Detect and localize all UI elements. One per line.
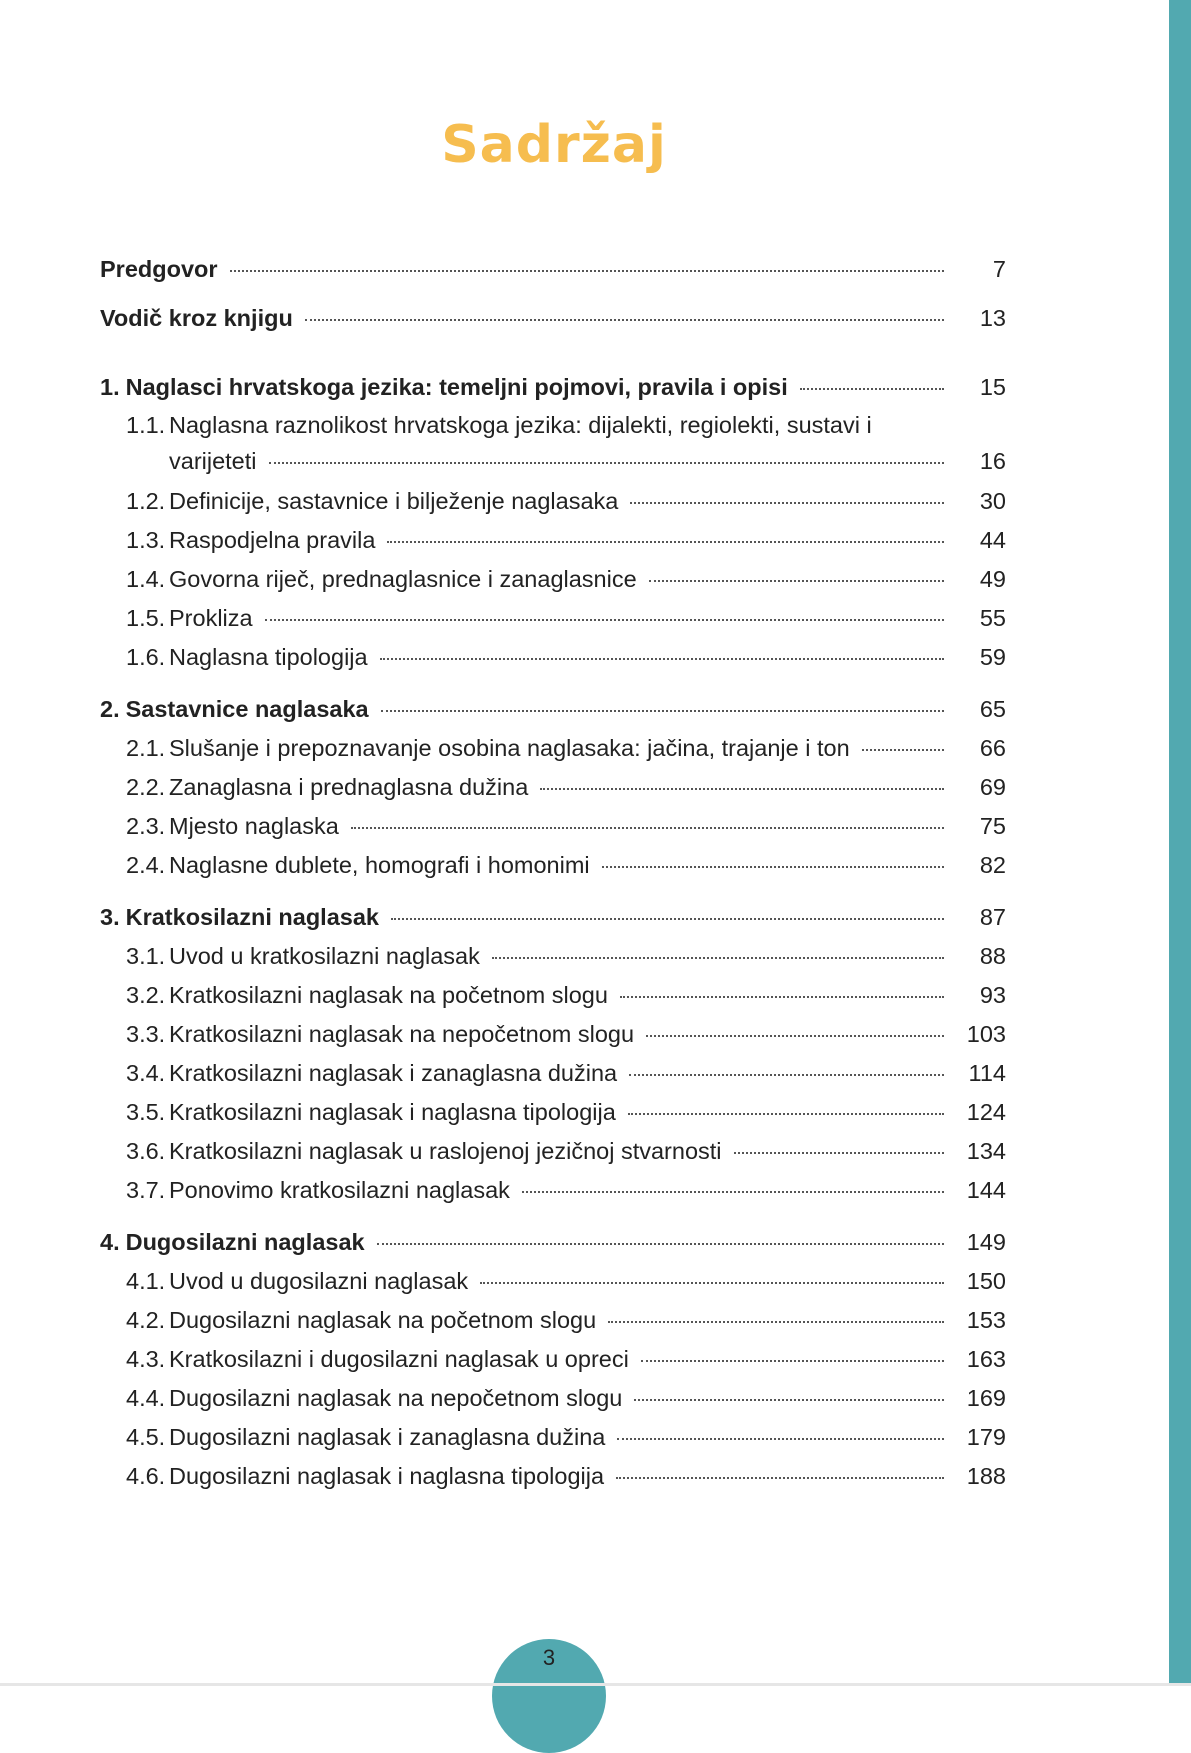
section-number: 1.2. [126, 488, 166, 514]
chapter-label: Naglasci hrvatskoga jezika: temeljni pojmovi, pravila i opisi [125, 374, 788, 400]
section-number: 4.5. [126, 1424, 166, 1450]
section-page: 75 [979, 813, 1006, 839]
toc-section-3-2[interactable] [100, 976, 1006, 1015]
toc-section-3-3[interactable] [100, 1015, 1006, 1054]
dot-leader [492, 957, 944, 959]
section-number: 1.6. [126, 644, 166, 670]
section-label: Uvod u kratkosilazni naglasak [169, 943, 480, 969]
toc-entry-label: Vodič kroz knjigu [100, 305, 293, 331]
dot-leader [269, 462, 944, 464]
section-number: 4.2. [126, 1307, 166, 1333]
chapter-page: 15 [979, 374, 1006, 400]
toc-entry-label: Predgovor [100, 256, 218, 282]
toc-section-1-4[interactable] [100, 560, 1006, 599]
section-number: 1.4. [126, 566, 166, 592]
dot-leader [265, 619, 944, 621]
dot-leader [620, 996, 944, 998]
section-label: Naglasne dublete, homografi i homonimi [169, 852, 590, 878]
dot-leader [862, 749, 944, 751]
toc-section-1-3[interactable] [100, 521, 1006, 560]
section-page: 30 [979, 488, 1006, 514]
section-page: 66 [979, 735, 1006, 761]
section-label: Zanaglasna i prednaglasna dužina [169, 774, 529, 800]
toc-chapter-1[interactable] [100, 368, 1006, 407]
dot-leader [377, 1243, 944, 1245]
section-number: 4.6. [126, 1463, 166, 1489]
section-label: Dugosilazni naglasak i zanaglasna dužina [169, 1424, 606, 1450]
section-number: 3.5. [126, 1099, 166, 1125]
chapter-label: Sastavnice naglasaka [125, 696, 369, 722]
toc-section-4-4[interactable] [100, 1379, 1006, 1418]
section-number: 4.3. [126, 1346, 166, 1372]
chapter-label: Dugosilazni naglasak [125, 1229, 365, 1255]
chapter-number: 2. [100, 696, 120, 722]
section-page: 179 [966, 1424, 1006, 1450]
dot-leader [628, 1113, 944, 1115]
section-page: 188 [966, 1463, 1006, 1489]
section-page: 69 [979, 774, 1006, 800]
chapter-page: 65 [979, 696, 1006, 722]
section-page: 153 [966, 1307, 1006, 1333]
section-label: Kratkosilazni i dugosilazni naglasak u opreci [169, 1346, 629, 1372]
section-label: Naglasna raznolikost hrvatskoga jezika: dijalekti, regiolekti, sustavi i [169, 412, 872, 438]
toc-entry-page: 13 [979, 305, 1006, 331]
dot-leader [646, 1035, 944, 1037]
side-accent-bar [1169, 0, 1191, 1683]
toc-chapter-3[interactable] [100, 898, 1006, 937]
section-page: 88 [979, 943, 1006, 969]
dot-leader [522, 1191, 944, 1193]
section-number: 1.5. [126, 605, 166, 631]
toc-section-3-4[interactable] [100, 1054, 1006, 1093]
dot-leader [602, 866, 944, 868]
dot-leader [630, 502, 944, 504]
section-number: 1.3. [126, 527, 166, 553]
section-number: 3.6. [126, 1138, 166, 1164]
toc-section-4-3[interactable] [100, 1340, 1006, 1379]
chapter-number: 1. [100, 374, 120, 400]
section-label: Dugosilazni naglasak na nepočetnom slogu [169, 1385, 623, 1411]
section-number: 4.1. [126, 1268, 166, 1294]
section-number: 3.3. [126, 1021, 166, 1047]
toc-section-3-1[interactable] [100, 937, 1006, 976]
section-page: 93 [979, 982, 1006, 1008]
dot-leader [608, 1321, 944, 1323]
chapter-number: 4. [100, 1229, 120, 1255]
section-page: 163 [966, 1346, 1006, 1372]
section-page: 49 [979, 566, 1006, 592]
section-label: Ponovimo kratkosilazni naglasak [169, 1177, 510, 1203]
toc-section-3-6[interactable] [100, 1132, 1006, 1171]
section-number: 2.4. [126, 852, 166, 878]
toc-section-1-2[interactable] [100, 482, 1006, 521]
section-label: Dugosilazni naglasak na početnom slogu [169, 1307, 597, 1333]
chapter-page: 149 [966, 1229, 1006, 1255]
section-label: Kratkosilazni naglasak i naglasna tipologija [169, 1099, 616, 1125]
section-page: 82 [979, 852, 1006, 878]
section-label: Kratkosilazni naglasak na nepočetnom slogu [169, 1021, 635, 1047]
dot-leader [616, 1477, 944, 1479]
chapter-label: Kratkosilazni naglasak [125, 904, 379, 930]
section-page: 169 [966, 1385, 1006, 1411]
dot-leader [381, 710, 944, 712]
dot-leader [641, 1360, 944, 1362]
toc-entry-page: 7 [992, 256, 1006, 282]
section-page: 150 [966, 1268, 1006, 1294]
dot-leader [617, 1438, 944, 1440]
section-number: 4.4. [126, 1385, 166, 1411]
dot-leader [391, 918, 944, 920]
dot-leader [305, 319, 944, 321]
dot-leader [480, 1282, 944, 1284]
section-label: Govorna riječ, prednaglasnice i zanaglasnice [169, 566, 637, 592]
toc-section-1-1[interactable] [100, 407, 1006, 479]
section-label: Kratkosilazni naglasak na početnom slogu [169, 982, 608, 1008]
dot-leader [649, 580, 944, 582]
toc-section-3-5[interactable] [100, 1093, 1006, 1132]
toc-entry-predgovor[interactable] [100, 250, 1006, 289]
section-label: Raspodjelna pravila [169, 527, 376, 553]
section-label: Uvod u dugosilazni naglasak [169, 1268, 469, 1294]
section-page: 44 [979, 527, 1006, 553]
toc-section-3-7[interactable] [100, 1171, 1006, 1210]
dot-leader [540, 788, 944, 790]
toc-chapter-4[interactable] [100, 1223, 1006, 1262]
chapter-page: 87 [979, 904, 1006, 930]
section-page: 59 [979, 644, 1006, 670]
section-number: 3.2. [126, 982, 166, 1008]
section-label: Slušanje i prepoznavanje osobina naglasaka: jačina, trajanje i ton [169, 735, 850, 761]
section-label: Prokliza [169, 605, 253, 631]
section-label: Mjesto naglaska [169, 813, 339, 839]
section-page: 134 [966, 1138, 1006, 1164]
section-number: 3.1. [126, 943, 166, 969]
section-page: 114 [968, 1060, 1006, 1086]
dot-leader [634, 1399, 944, 1401]
toc-section-4-2[interactable] [100, 1301, 1006, 1340]
section-label: Dugosilazni naglasak i naglasna tipologija [169, 1463, 605, 1489]
toc-section-2-3[interactable] [100, 807, 1006, 846]
toc-section-4-5[interactable] [100, 1418, 1006, 1457]
dot-leader [387, 541, 944, 543]
section-page: 144 [966, 1177, 1006, 1203]
page-number: 3 [542, 1645, 556, 1670]
section-number: 2.3. [126, 813, 166, 839]
toc-entry-vodic[interactable] [100, 299, 1006, 338]
toc-section-1-6[interactable] [100, 638, 1006, 677]
dot-leader [380, 658, 944, 660]
toc-section-4-6[interactable] [100, 1457, 1006, 1496]
dot-leader [734, 1152, 944, 1154]
toc-section-2-2[interactable] [100, 768, 1006, 807]
section-label: Kratkosilazni naglasak i zanaglasna dužina [169, 1060, 618, 1086]
section-page: 124 [966, 1099, 1006, 1125]
dot-leader [629, 1074, 944, 1076]
section-number: 3.4. [126, 1060, 166, 1086]
section-label: Naglasna tipologija [169, 644, 368, 670]
section-label: Definicije, sastavnice i bilježenje naglasaka [169, 488, 619, 514]
dot-leader [351, 827, 944, 829]
toc-section-4-1[interactable] [100, 1262, 1006, 1301]
page-title: Sadržaj [441, 114, 667, 175]
chapter-number: 3. [100, 904, 120, 930]
section-number: 3.7. [126, 1177, 166, 1203]
toc-chapter-2[interactable] [100, 690, 1006, 729]
toc-section-2-4[interactable] [100, 846, 1006, 885]
section-page: 16 [979, 448, 1006, 474]
toc-section-2-1[interactable] [100, 729, 1006, 768]
dot-leader [230, 270, 944, 272]
section-label-continued: varijeteti [169, 448, 257, 474]
section-page: 103 [966, 1021, 1006, 1047]
section-number: 2.1. [126, 735, 166, 761]
table-of-contents [100, 250, 1006, 1496]
section-number: 2.2. [126, 774, 166, 800]
section-page: 55 [979, 605, 1006, 631]
section-label: Kratkosilazni naglasak u raslojenoj jezičnoj stvarnosti [169, 1138, 722, 1164]
dot-leader [800, 388, 944, 390]
section-number: 1.1. [126, 412, 166, 438]
toc-section-1-5[interactable] [100, 599, 1006, 638]
